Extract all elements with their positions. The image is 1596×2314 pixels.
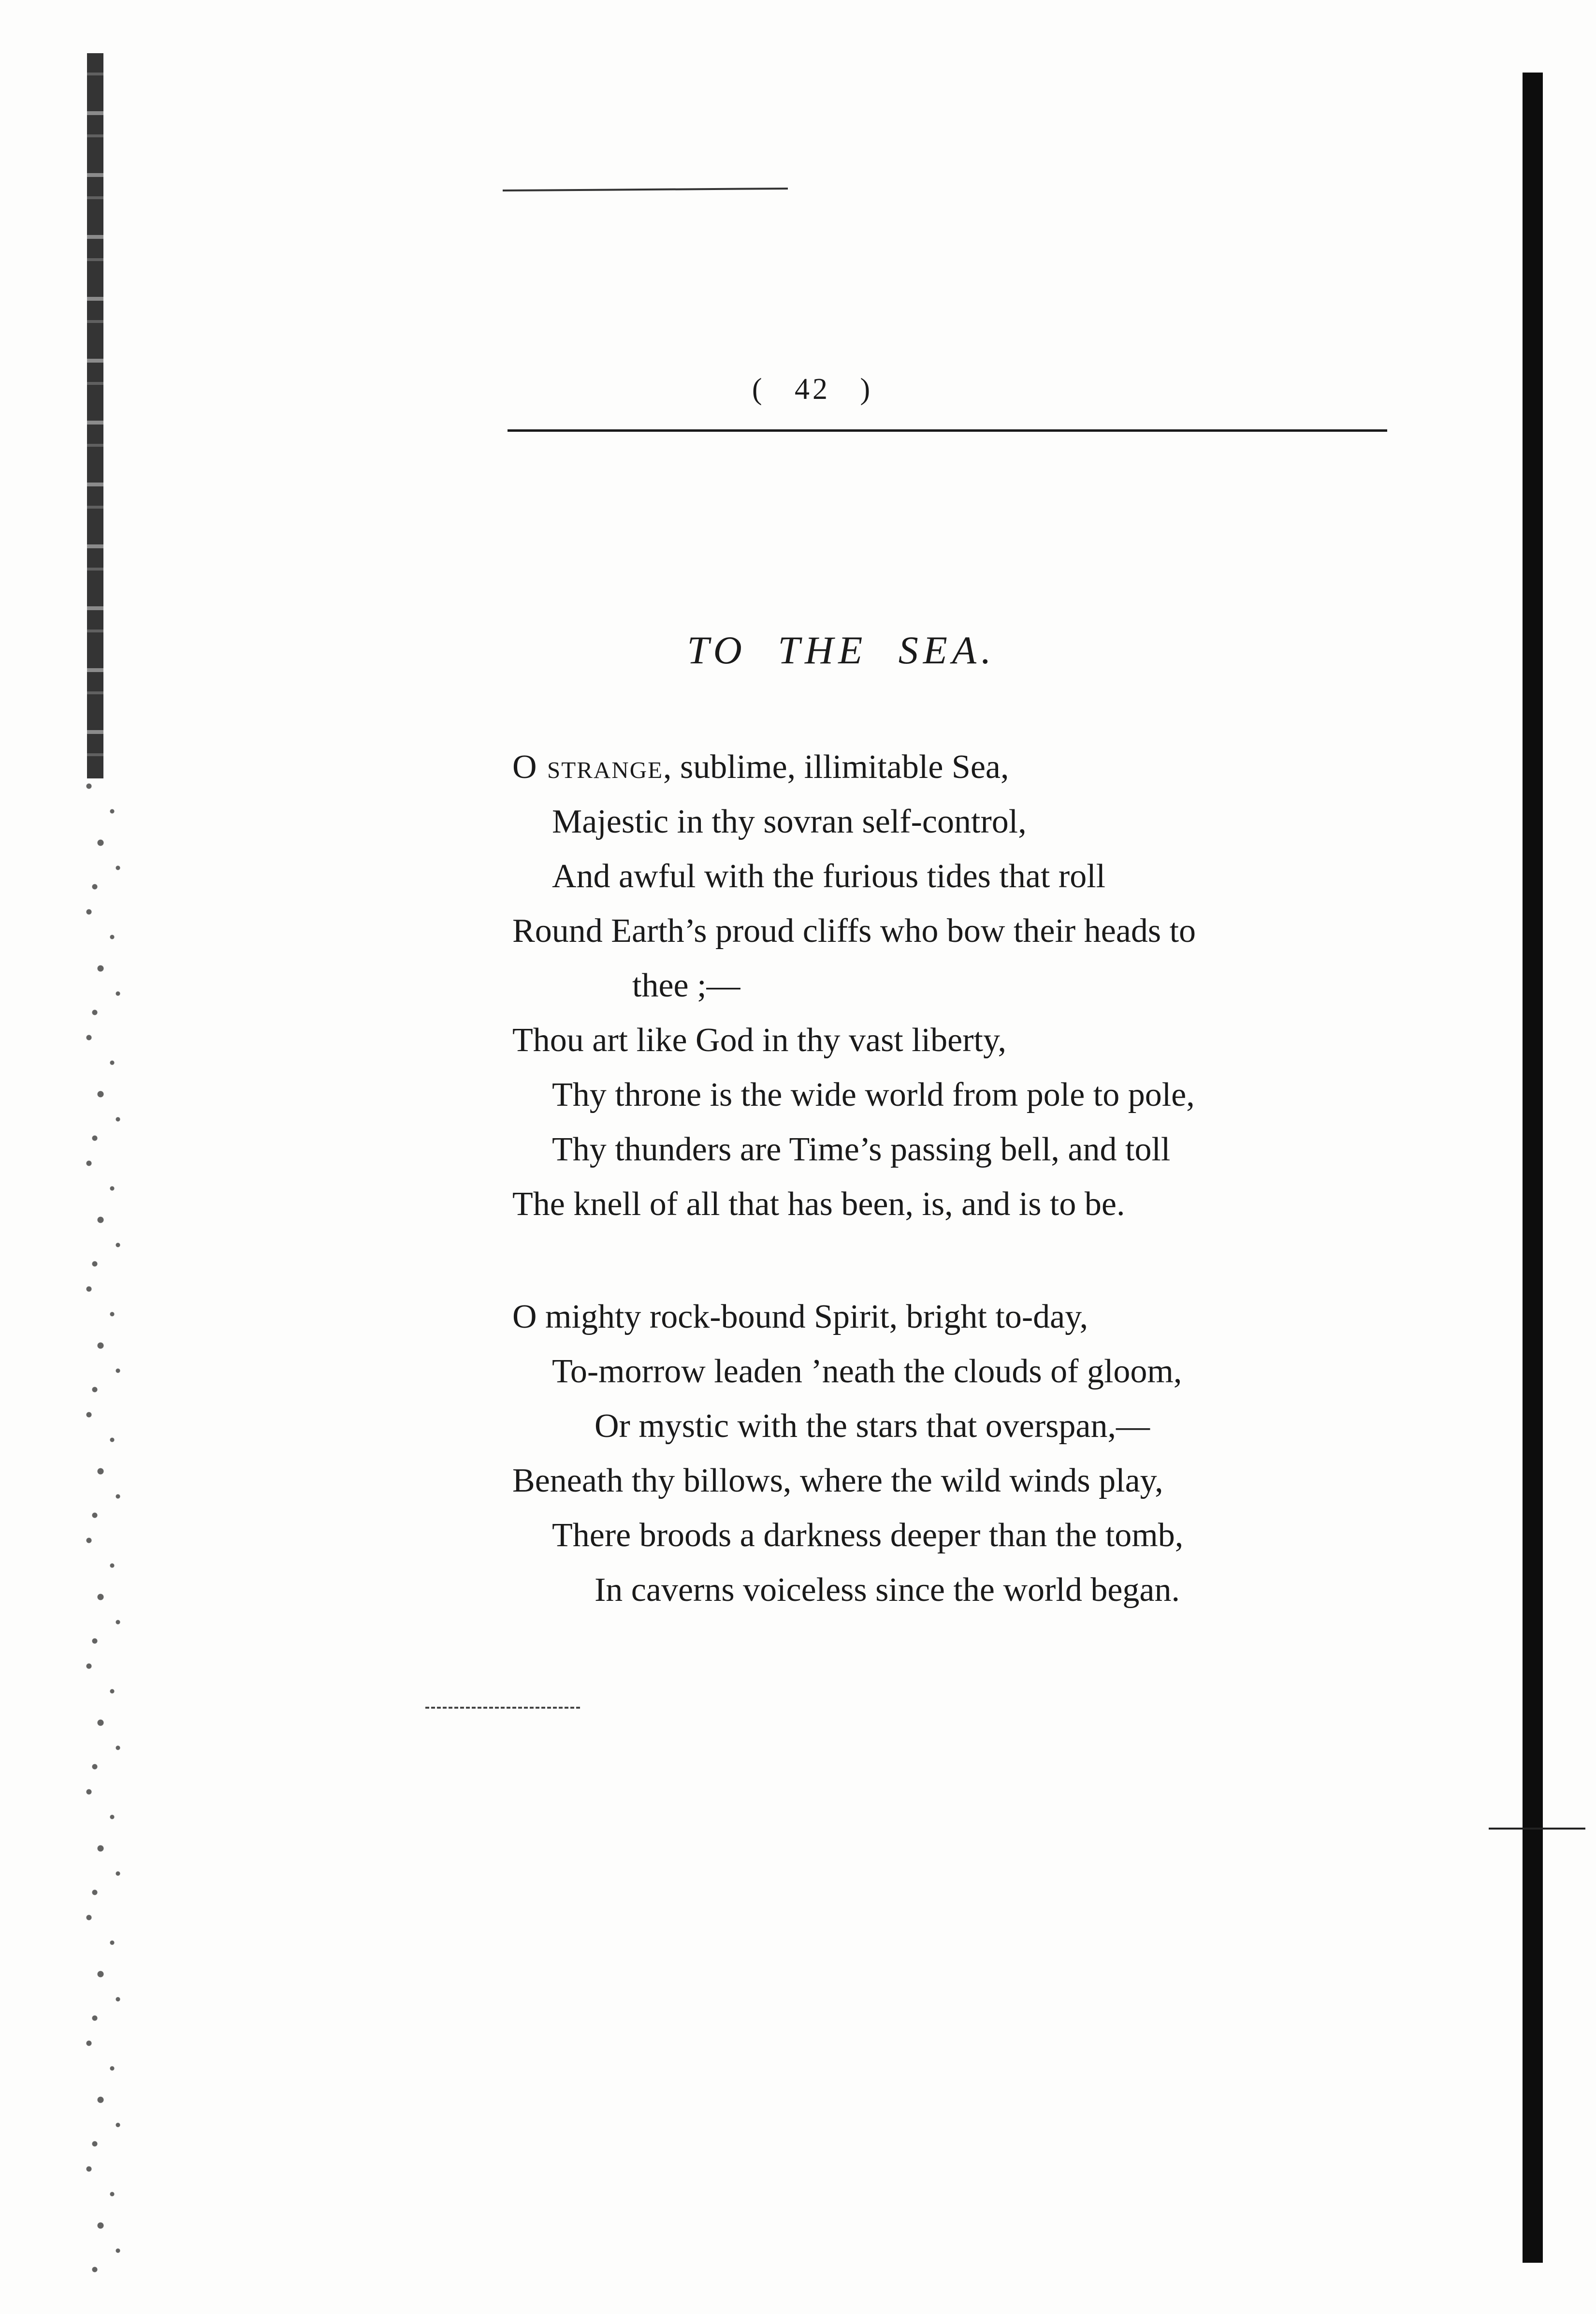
page-number-value: 42 [795, 373, 830, 406]
poem-line-text: thee ;— [632, 967, 740, 1004]
page-number [0, 372, 1596, 407]
stanza [512, 1289, 1411, 1617]
poem-line-lead: O strange [512, 748, 664, 786]
poem-line [512, 1177, 1411, 1231]
poem-line [512, 1122, 1411, 1177]
poem-line-text: The knell of all that has been, is, and is to be. [512, 1186, 1125, 1223]
poem-line-text: Or mystic with the stars that overspan,— [595, 1407, 1150, 1445]
stanza-gap [512, 1231, 1411, 1289]
poem-line-text: There broods a darkness deeper than the tomb, [552, 1517, 1184, 1554]
poem-line [512, 904, 1411, 958]
page-number-close: ) [860, 373, 873, 406]
poem-line-text: Beneath thy billows, where the wild winds play, [512, 1462, 1163, 1499]
poem-line-text: O mighty rock-bound Spirit, bright to-day, [512, 1298, 1088, 1335]
poem-line [512, 1399, 1411, 1453]
poem-line [512, 1453, 1411, 1508]
stanza [512, 740, 1411, 1231]
poem-line [512, 958, 1411, 1013]
scan-edge-tick [1489, 1828, 1585, 1830]
poem-line [512, 1344, 1411, 1399]
poem-line [512, 1068, 1411, 1122]
poem-line [512, 740, 1411, 794]
poem-line-text: To-morrow leaden ’neath the clouds of gloom, [552, 1353, 1182, 1390]
poem-line [512, 1563, 1411, 1617]
poem-body [512, 740, 1411, 1617]
poem-line [512, 794, 1411, 849]
poem-line-text: , sublime, illimitable Sea, [663, 748, 1009, 786]
poem-line-text: Majestic in thy sovran self-control, [552, 803, 1027, 840]
poem-line-text: Thy throne is the wide world from pole to pole, [552, 1076, 1195, 1113]
poem-line-text: Thou art like God in thy vast liberty, [512, 1022, 1006, 1059]
poem-line-text: Round Earth’s proud cliffs who bow their heads to [512, 912, 1196, 950]
scan-top-rule [503, 188, 788, 191]
poem-line [512, 1013, 1411, 1068]
poem-line [512, 1508, 1411, 1563]
header-rule [508, 429, 1387, 432]
poem-line [512, 1289, 1411, 1344]
poem-line-text: Thy thunders are Time’s passing bell, and toll [552, 1131, 1171, 1168]
poem-line [512, 849, 1411, 904]
poem-line-text: In caverns voiceless since the world began. [595, 1571, 1180, 1609]
scan-binding-speckles [77, 774, 135, 2272]
poem-title: TO THE SEA. [687, 628, 996, 672]
page-number-open: ( [752, 373, 765, 406]
poem-line-text: And awful with the furious tides that roll [552, 858, 1106, 895]
scan-bottom-dash [425, 1707, 580, 1709]
